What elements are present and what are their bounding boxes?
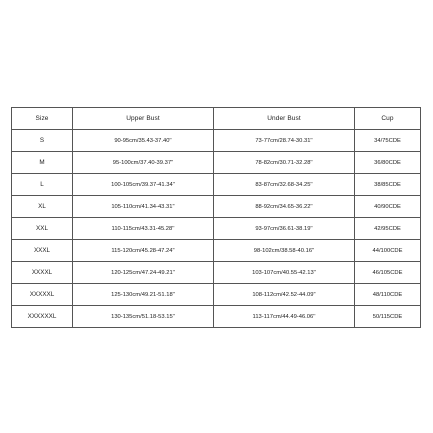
cup-cell: 36/80CDE [355, 152, 421, 174]
header-size: Size [12, 108, 73, 130]
upper-bust-cell: 95-100cm/37.40-39.37'' [73, 152, 214, 174]
size-cell: XL [12, 196, 73, 218]
cup-cell: 50/115CDE [355, 306, 421, 328]
table-row [12, 306, 421, 328]
under-bust-cell: 78-82cm/30.71-32.28'' [214, 152, 355, 174]
size-cell: XXXXL [12, 262, 73, 284]
under-bust-cell: 88-92cm/34.65-36.22'' [214, 196, 355, 218]
under-bust-cell: 108-112cm/42.52-44.09'' [214, 284, 355, 306]
upper-bust-cell: 120-125cm/47.24-49.21'' [73, 262, 214, 284]
size-cell: L [12, 174, 73, 196]
upper-bust-cell: 105-110cm/41.34-43.31'' [73, 196, 214, 218]
cup-cell: 44/100CDE [355, 240, 421, 262]
cup-cell: 48/110CDE [355, 284, 421, 306]
under-bust-cell: 103-107cm/40.55-42.13'' [214, 262, 355, 284]
table-header-row [12, 108, 421, 130]
header-upper-bust: Upper Bust [73, 108, 214, 130]
upper-bust-cell: 130-135cm/51.18-53.15'' [73, 306, 214, 328]
table-row [12, 284, 421, 306]
size-cell: S [12, 130, 73, 152]
table-row [12, 218, 421, 240]
cup-cell: 40/90CDE [355, 196, 421, 218]
table-row [12, 174, 421, 196]
size-cell: XXL [12, 218, 73, 240]
size-chart-table [11, 107, 421, 328]
header-cup: Cup [355, 108, 421, 130]
cup-cell: 46/105CDE [355, 262, 421, 284]
under-bust-cell: 83-87cm/32.68-34.25'' [214, 174, 355, 196]
under-bust-cell: 98-102cm/38.58-40.16'' [214, 240, 355, 262]
header-under-bust: Under Bust [214, 108, 355, 130]
cup-cell: 38/85CDE [355, 174, 421, 196]
table-row [12, 196, 421, 218]
size-cell: M [12, 152, 73, 174]
under-bust-cell: 113-117cm/44.49-46.06'' [214, 306, 355, 328]
under-bust-cell: 93-97cm/36.61-38.19'' [214, 218, 355, 240]
upper-bust-cell: 125-130cm/49.21-51.18'' [73, 284, 214, 306]
cup-cell: 34/75CDE [355, 130, 421, 152]
table-row [12, 152, 421, 174]
table-row [12, 130, 421, 152]
size-cell: XXXXXL [12, 284, 73, 306]
under-bust-cell: 73-77cm/28.74-30.31'' [214, 130, 355, 152]
cup-cell: 42/95CDE [355, 218, 421, 240]
upper-bust-cell: 90-95cm/35.43-37.40'' [73, 130, 214, 152]
upper-bust-cell: 110-115cm/43.31-45.28'' [73, 218, 214, 240]
upper-bust-cell: 100-105cm/39.37-41.34'' [73, 174, 214, 196]
size-cell: XXXXXXL [12, 306, 73, 328]
upper-bust-cell: 115-120cm/45.28-47.24'' [73, 240, 214, 262]
table-row [12, 240, 421, 262]
size-cell: XXXL [12, 240, 73, 262]
table-row [12, 262, 421, 284]
